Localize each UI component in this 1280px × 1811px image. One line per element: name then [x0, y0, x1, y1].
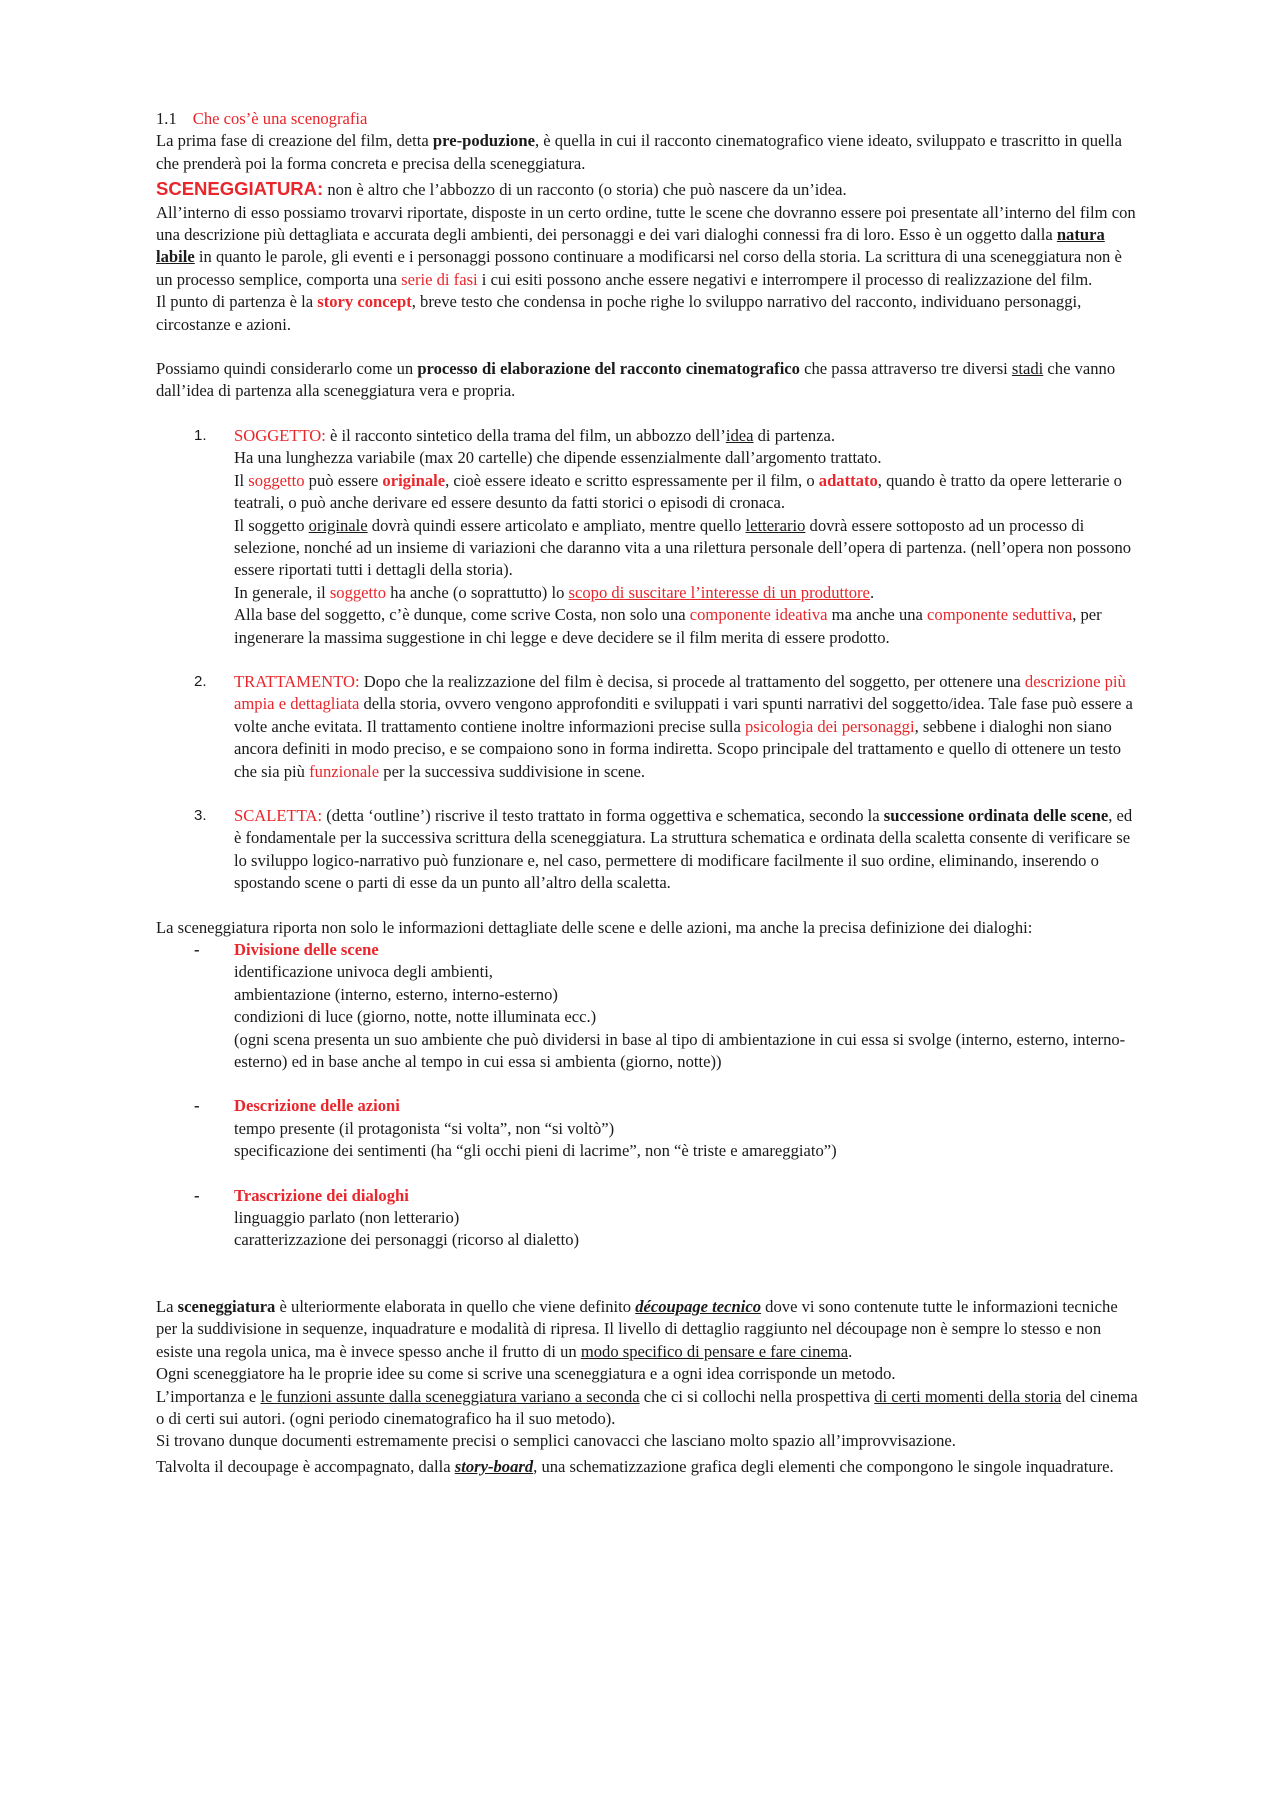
closing-paragraph-4: Si trovano dunque documenti estremamente precisi o semplici canovacci che lasciano molto spazio all’improvvisazione. — [156, 1431, 956, 1451]
closing-paragraph-3: L’importanza e le funzioni assunte dalla sceneggiatura variano a seconda che ci si collochi nella prospettiva di certi momenti della storia del cinema o di certi sui autori. (ogni periodo cinematografico ha il suo metodo). — [156, 1386, 1138, 1428]
stage-trattamento: 2. TRATTAMENTO: Dopo che la realizzazione del film è decisa, si procede al trattamento del soggetto, per ottenere una descrizione più ampia e dettagliata della storia, ovvero vengono approfonditi e sviluppati i vari spunti narrativi del soggetto/idea. Tale fase può essere a volte anche evitata. Il trattamento contiene inoltre informazioni precise sulla psicologia dei personaggi, sebbene i dialoghi non siano ancora definiti in modo preciso, e se compaiono sono in forma indiretta. Scopo principale del trattamento e quello di ottenere un testo che sia più funzionale per la successiva suddivisione in scene. — [194, 671, 1133, 781]
bullet-descrizione-azioni: - Descrizione delle azioni tempo presente (il protagonista “si volta”, non “si voltò”) specificazione dei sentimenti (ha “gli occhi pieni di lacrime”, non “è triste e amareggiato”) — [156, 1095, 1138, 1162]
bullet-trascrizione-dialoghi: - Trascrizione dei dialoghi linguaggio parlato (non letterario) caratterizzazione dei personaggi (ricorso al dialetto) — [156, 1185, 1138, 1252]
screenplay-elements-list — [156, 939, 1138, 1252]
section-number: 1.1 — [156, 109, 177, 128]
stage-soggetto: 1. SOGGETTO: è il racconto sintetico della trama del film, un abbozzo dell’idea di partenza. Ha una lunghezza variabile (max 20 cartelle) che dipende essenzialmente dall’argomento trattato. Il soggetto può essere originale, cioè essere ideato e scritto espressamente per il film, o adattato, quando è tratto da opere letterarie o teatrali, o può anche derivare ed essere desunto da fatti storici o episodi di cronaca. Il soggetto originale dovrà quindi essere articolato e ampliato, mentre quello letterario dovrà essere sottoposto ad un processo di selezione, nonché ad un insieme di variazioni che daranno vita a una rilettura personale dell’opera di partenza. (nell’opera non possono essere riportati tutti i dettagli della storia). In generale, il soggetto ha anche (o soprattutto) lo scopo di suscitare l’interesse di un produttore. Alla base del soggetto, c’è dunque, come scrive Costa, non solo una componente ideativa ma anche una componente seduttiva, per ingenerare la massima suggestione in chi legge e deve decidere se il film merita di essere prodotto. — [194, 425, 1132, 647]
dialog-intro: La sceneggiatura riporta non solo le informazioni dettagliate delle scene e delle azioni, ma anche la precisa definizione dei dialoghi: — [156, 917, 1033, 937]
closing-paragraph-5: Talvolta il decoupage è accompagnato, dalla story-board, una schematizzazione grafica degli elementi che compongono le singole inquadrature. — [156, 1456, 1114, 1476]
intro-paragraph-4: Il punto di partenza è la story concept, breve testo che condensa in poche righe lo sviluppo narrativo del racconto, individuano personaggi, circostanze e azioni. — [156, 292, 1082, 334]
section-title: Che cos’è una scenografia — [192, 109, 368, 128]
closing-paragraph-2: Ogni sceneggiatore ha le proprie idee su come si scrive una sceneggiatura e a ogni idea corrisponde un metodo. — [156, 1364, 896, 1384]
bullet-title: Trascrizione dei dialoghi — [234, 1185, 409, 1205]
stage-number: 2. — [194, 672, 207, 690]
sceneggiatura-label: SCENEGGIATURA: — [156, 178, 324, 200]
intro-paragraph-1: La prima fase di creazione del film, detta pre-poduzione, è quella in cui il racconto cinematografico viene ideato, sviluppato e trascritto in quella che prenderà poi la forma concreta e precisa della sceneggiatura. — [156, 131, 1122, 173]
stage-number: 3. — [194, 806, 207, 824]
stage-number: 1. — [194, 426, 207, 444]
stages-list — [156, 425, 1138, 895]
intro-paragraph-5: Possiamo quindi considerarlo come un processo di elaborazione del racconto cinematografico che passa attraverso tre diversi stadi che vanno dall’idea di partenza alla sceneggiatura vera e propria. — [156, 359, 1116, 401]
intro-paragraph-3: All’interno di esso possiamo trovarvi riportate, disposte in un certo ordine, tutte le scene che dovranno essere poi presentate all’interno del film con una descrizione più dettagliata e accurata degli ambienti, dei personaggi e dei vari dialoghi connessi fra di loro. Esso è un oggetto dalla natura labile in quanto le parole, gli eventi e i personaggi possono continuare a modificarsi nel corso della storia. La scrittura di una sceneggiatura non è un processo semplice, comporta una serie di fasi i cui esiti possono anche essere negativi e interrompere il processo di realizzazione del film. — [156, 202, 1136, 289]
bullet-title: Descrizione delle azioni — [234, 1096, 400, 1116]
closing-paragraph-1: La sceneggiatura è ulteriormente elaborata in quello che viene definito découpage tecnico dove vi sono contenute tutte le informazioni tecniche per la suddivisione in sequenze, inquadrature e modalità di ripresa. Il livello di dettaglio raggiunto nel découpage non è sempre lo stesso e non esiste una regola unica, ma è invece spesso anche il frutto di un modo specifico di pensare e fare cinema. — [156, 1296, 1118, 1361]
bullet-divisione-scene: - Divisione delle scene identificazione univoca degli ambienti, ambientazione (interno, esterno, interno-esterno) condizioni di luce (giorno, notte, notte illuminata ecc.) (ogni scena presenta un suo ambiente che può dividersi in base al tipo di ambientazione in cui essa si svolge (interno, esterno, interno-esterno) ed in base anche al tempo in cui essa si ambienta (giorno, notte)) — [156, 939, 1138, 1073]
stage-scaletta: 3. SCALETTA: (detta ‘outline’) riscrive il testo trattato in forma oggettiva e schematica, secondo la successione ordinata delle scene, ed è fondamentale per la successiva scrittura della sceneggiatura. La struttura schematica e ordinata della scaletta consente di verificare se lo sviluppo logico-narrativo può funzionare e, nel caso, permettere di modificare facilmente il suo ordine, eliminando, inserendo o spostando scene o parti di esse da un punto all’altro della scaletta. — [194, 805, 1133, 893]
document-page — [156, 108, 1138, 1478]
sceneggiatura-definition: SCENEGGIATURA: non è altro che l’abbozzo di un racconto (o storia) che può nascere da un’idea. — [156, 178, 847, 200]
bullet-title: Divisione delle scene — [234, 940, 379, 959]
section-heading — [156, 108, 1138, 130]
